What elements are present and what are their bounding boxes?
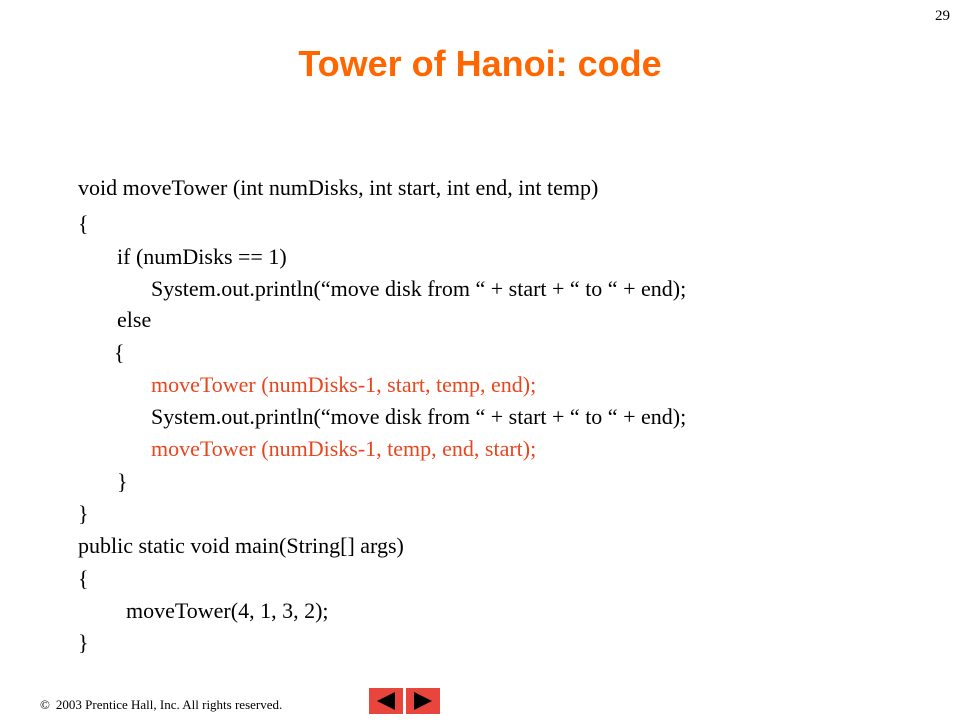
code-line: } (117, 469, 128, 494)
code-line: if (numDisks == 1) (117, 244, 287, 269)
code-line: } (78, 501, 89, 526)
code-line: moveTower(4, 1, 3, 2); (126, 598, 329, 623)
code-line: void moveTower (int numDisks, int start, int end, int temp) (78, 175, 599, 200)
slide-navigation (369, 688, 440, 714)
code-line: System.out.println(“move disk from “ + start + “ to “ + end); (151, 404, 687, 429)
code-line: { (78, 211, 89, 236)
code-line: { (78, 566, 89, 591)
code-line-highlighted: moveTower (numDisks-1, start, temp, end); (151, 372, 537, 397)
copyright-footer (40, 697, 282, 713)
copyright-text: 2003 Prentice Hall, Inc. All rights reserved. (55, 697, 283, 712)
copyright-symbol: © (40, 697, 50, 712)
code-line: public static void main(String[] args) (78, 533, 404, 558)
code-line-highlighted: moveTower (numDisks-1, temp, end, start); (151, 436, 537, 461)
code-line: { (114, 340, 125, 365)
code-line: } (78, 630, 89, 655)
code-line: System.out.println(“move disk from “ + start + “ to “ + end); (151, 276, 687, 301)
code-line: else (117, 307, 152, 332)
left-arrow-icon (375, 691, 397, 711)
page-number: 29 (935, 8, 950, 24)
slide-title: Tower of Hanoi: code (298, 43, 662, 84)
previous-slide-button[interactable] (369, 688, 403, 714)
right-arrow-icon (412, 691, 434, 711)
next-slide-button[interactable] (406, 688, 440, 714)
